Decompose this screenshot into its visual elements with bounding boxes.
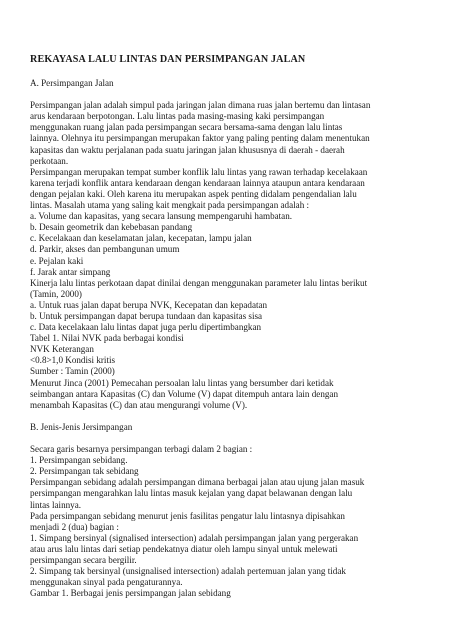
paragraph-line: persimpangan secara bergilir.	[30, 555, 137, 566]
paragraph-line: c. Data kecelakaan lalu lintas dapat juga perlu dipertimbangkan	[30, 322, 262, 333]
paragraph-line: c. Kecelakaan dan keselamatan jalan, kecepatan, lampu jalan	[30, 233, 252, 244]
paragraph-line: 1. Persimpangan sebidang.	[30, 455, 128, 466]
paragraph-line: Gambar 1. Berbagai jenis persimpangan jalan sebidang	[30, 588, 231, 599]
paragraph-line: dengan pejalan kaki. Oleh karena itu merupakan aspek penting didalam pengendalian lalu	[30, 188, 357, 199]
paragraph-line: kapasitas dan waktu perjalanan pada suatu jaringan jalan khususnya di daerah - daerah	[30, 144, 345, 155]
paragraph-line: Pada persimpangan sebidang menurut jenis fasilitas pengatur lalu lintasnya dipisahkan	[30, 510, 345, 521]
spacer	[30, 433, 422, 444]
paragraph-line: Persimpangan merupakan tempat sumber konflik lalu lintas yang rawan terhadap kecelakaan	[30, 166, 368, 177]
paragraph-line: Kinerja lalu lintas perkotaan dapat dinilai dengan menggunakan parameter lalu lintas berikut	[30, 277, 368, 288]
paragraph-line: persimpangan mengarahkan lalu lintas masuk kejalan yang dapat belawanan dengan lalu	[30, 488, 353, 499]
paragraph-line: Sumber : Tamin (2000)	[30, 366, 115, 377]
section-b-heading: B. Jenis-Jenis Jersimpangan	[30, 421, 133, 432]
paragraph-line: <0.8>1,0 Kondisi kritis	[30, 355, 116, 366]
spacer	[30, 411, 422, 422]
paragraph-line: d. Parkir, akses dan pembangunan umum	[30, 244, 180, 255]
paragraph-line: a. Volume dan kapasitas, yang secara lansung mempengaruhi hambatan.	[30, 211, 293, 222]
paragraph-line: menambah Kapasitas (C) dan atau mengurangi volume (V).	[30, 399, 248, 410]
paragraph-line: menjadi 2 (dua) bagian :	[30, 521, 119, 532]
section-a-heading: A. Persimpangan Jalan	[30, 78, 114, 88]
paragraph-line: b. Desain geometrik dan kebebasan pandang	[30, 222, 193, 233]
paragraph-line: lintas. Masalah utama yang saling kait mengkait pada persimpangan adalah :	[30, 200, 310, 211]
paragraph-line: Persimpangan jalan adalah simpul pada jaringan jalan dimana ruas jalan bertemu dan lintasan	[30, 100, 371, 111]
paragraph-line: (Tamin, 2000)	[30, 288, 82, 299]
document-title: REKAYASA LALU LINTAS DAN PERSIMPANGAN JALAN	[30, 54, 306, 65]
paragraph-line: atau arus lalu lintas dari setiap pendekatnya diatur oleh lampu sinyal untuk melewati	[30, 543, 338, 554]
paragraph-line: b. Untuk persimpangan dapat berupa tundaan dan kapasitas sisa	[30, 310, 263, 321]
paragraph-line: 1. Simpang bersinyal (signalised intersection) adalah persimpangan jalan yang pergerakan	[30, 532, 359, 543]
paragraph-line: lintas lainnya.	[30, 499, 82, 510]
paragraph-line: perkotaan.	[30, 155, 69, 166]
paragraph-line: menggunakan sinyal pada pengaturannya.	[30, 577, 183, 588]
paragraph-line: 2. Simpang tak bersinyal (unsignalised intersection) adalah pertemuan jalan yang tidak	[30, 566, 346, 577]
paragraph-line: lainnya. Olehnya itu persimpangan merupakan faktor yang paling penting dalam menentukan	[30, 133, 370, 144]
spacer	[30, 89, 422, 100]
paragraph-line: Tabel 1. Nilai NVK pada berbagai kondisi	[30, 333, 184, 344]
paragraph-line: 2. Persimpangan tak sebidang	[30, 466, 139, 477]
paragraph-line: Persimpangan sebidang adalah persimpangan dimana berbagai jalan atau ujung jalan masuk	[30, 477, 365, 488]
paragraph-line: menggunakan ruang jalan pada persimpangan secara bersama-sama dengan lalu lintas	[30, 122, 343, 133]
paragraph-line: e. Pejalan kaki	[30, 255, 84, 266]
paragraph-line: seimbangan antara Kapasitas (C) dan Volume (V) dapat ditempuh antara lain dengan	[30, 388, 338, 399]
paragraph-line: NVK Keterangan	[30, 344, 94, 355]
paragraph-line: Menurut Jinca (2001) Pemecahan persoalan lalu lintas yang bersumber dari ketidak	[30, 377, 334, 388]
paragraph-line: a. Untuk ruas jalan dapat berupa NVK, Kecepatan dan kepadatan	[30, 299, 268, 310]
paragraph-line: f. Jarak antar simpang	[30, 266, 111, 277]
paragraph-line: arus kendaraan berpotongan. Lalu lintas pada masing-masing kaki persimpangan	[30, 111, 325, 122]
paragraph-line: Secara garis besarnya persimpangan terbagi dalam 2 bagian :	[30, 444, 253, 455]
section-a-body	[30, 100, 422, 411]
section-b-body	[30, 444, 422, 599]
paragraph-line: karena terjadi konflik antara kendaraan dengan kendaraan lainnya ataupun antara kendaraan	[30, 177, 365, 188]
